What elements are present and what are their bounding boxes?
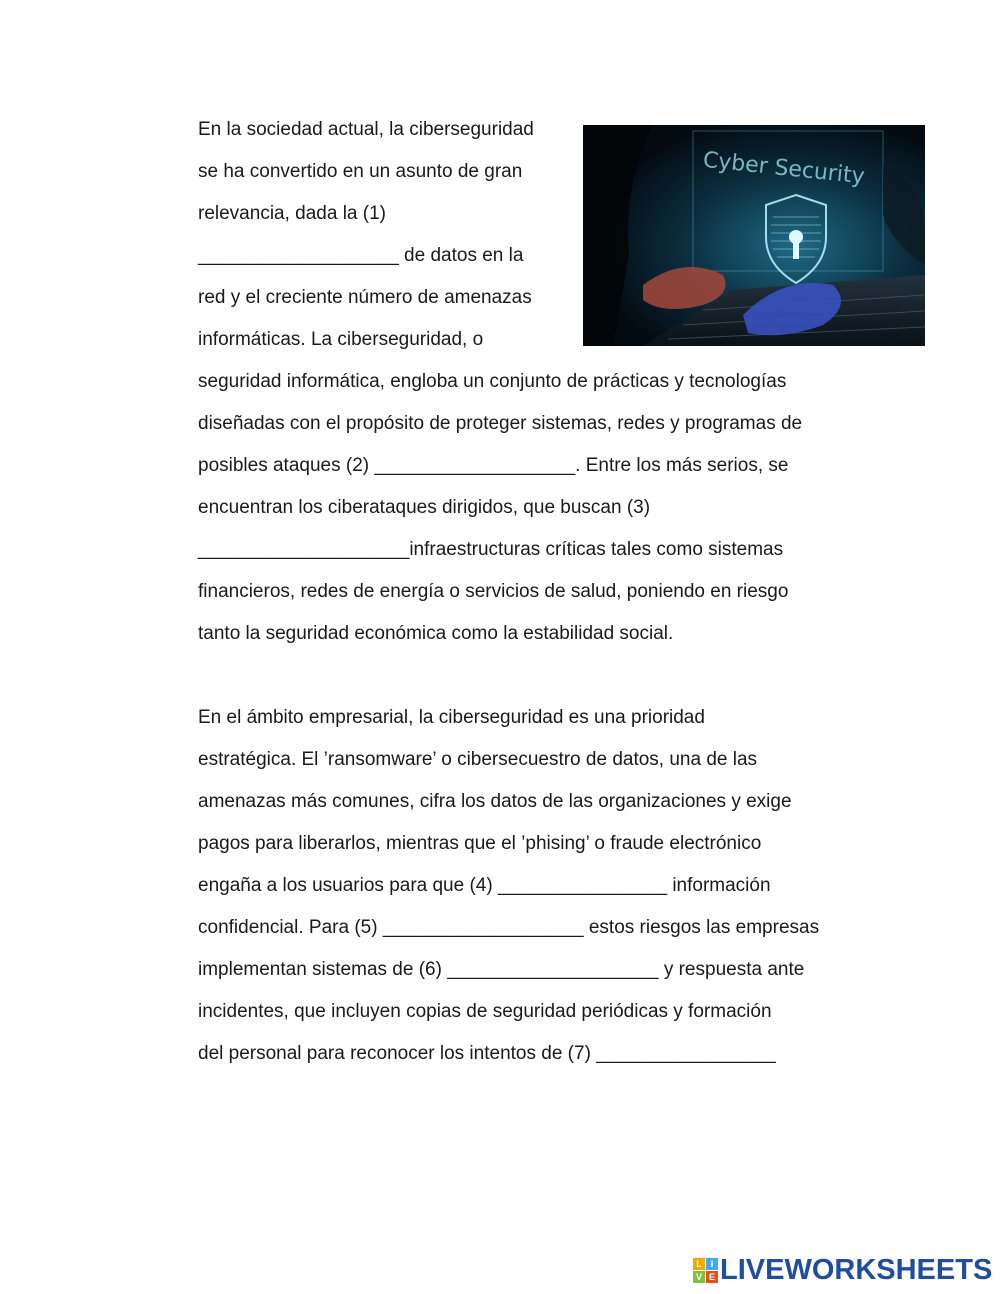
- text-line: se ha convertido en un asunto de gran: [198, 161, 523, 182]
- text-line: En la sociedad actual, la ciberseguridad: [198, 119, 534, 140]
- text-line-blank-5[interactable]: confidencial. Para (5) ___________________ estos riesgos las empresas: [198, 917, 820, 938]
- cyber-security-image: [583, 125, 925, 346]
- text-line: pagos para liberarlos, mientras que el ’phising’ o fraude electrónico: [198, 833, 762, 854]
- text-line: diseñadas con el propósito de proteger sistemas, redes y programas de: [198, 413, 803, 434]
- cyber-security-illustration: [583, 125, 925, 346]
- text-line: amenazas más comunes, cifra los datos de las organizaciones y exige: [198, 791, 792, 812]
- cyber-security-label: Cyber Security: [701, 147, 866, 190]
- text-line: encuentran los ciberataques dirigidos, que buscan (3): [198, 497, 651, 518]
- logo-mark-cell: L: [693, 1258, 705, 1270]
- text-line-blank-1[interactable]: ___________________ de datos en la: [198, 245, 524, 266]
- logo-mark-cell: E: [706, 1271, 718, 1283]
- text-line-blank-6[interactable]: implementan sistemas de (6) ____________________ y respuesta ante: [198, 959, 805, 980]
- text-line: tanto la seguridad económica como la estabilidad social.: [198, 623, 674, 644]
- liveworksheets-logo: [693, 1255, 992, 1285]
- text-line: incidentes, que incluyen copias de seguridad periódicas y formación: [198, 1001, 772, 1022]
- logo-mark: [693, 1258, 718, 1283]
- logo-wordmark: LIVEWORKSHEETS: [720, 1254, 993, 1286]
- text-line: red y el creciente número de amenazas: [198, 287, 532, 308]
- text-line: En el ámbito empresarial, la ciberseguridad es una prioridad: [198, 707, 705, 728]
- text-line-blank-3[interactable]: ____________________infraestructuras críticas tales como sistemas: [198, 539, 784, 560]
- logo-mark-cell: V: [693, 1271, 705, 1283]
- text-line: seguridad informática, engloba un conjunto de prácticas y tecnologías: [198, 371, 787, 392]
- text-line-blank-4[interactable]: engaña a los usuarios para que (4) ________________ información: [198, 875, 771, 896]
- text-line: relevancia, dada la (1): [198, 203, 386, 224]
- text-line: estratégica. El ’ransomware’ o cibersecuestro de datos, una de las: [198, 749, 758, 770]
- text-line: financieros, redes de energía o servicios de salud, poniendo en riesgo: [198, 581, 789, 602]
- text-line: informáticas. La ciberseguridad, o: [198, 329, 484, 350]
- text-line-blank-7[interactable]: del personal para reconocer los intentos de (7) _________________: [198, 1043, 776, 1064]
- logo-mark-cell: I: [706, 1258, 718, 1270]
- text-line-blank-2[interactable]: posibles ataques (2) ___________________. Entre los más serios, se: [198, 455, 789, 476]
